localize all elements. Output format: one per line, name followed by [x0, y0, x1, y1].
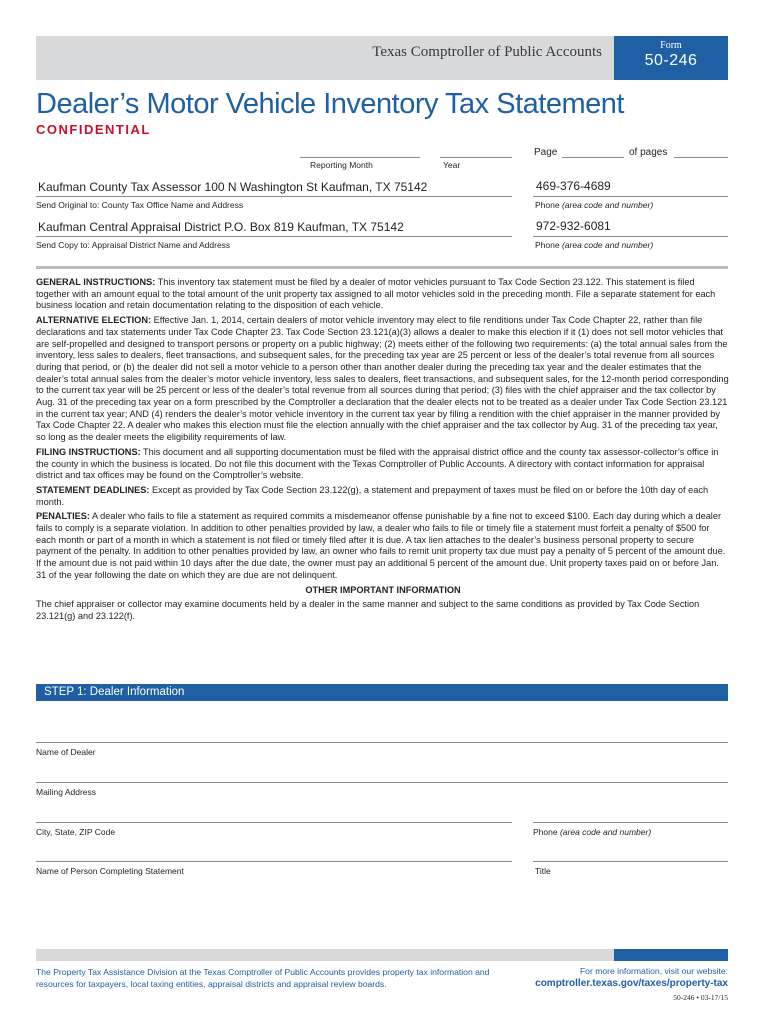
year-label: Year — [443, 160, 461, 170]
send-copy-line — [36, 236, 512, 237]
footer-website-link[interactable]: comptroller.texas.gov/taxes/property-tax — [535, 978, 728, 989]
footer-website-intro: For more information, visit our website: — [579, 966, 728, 976]
statement-deadlines: STATEMENT DEADLINES: Except as provided by Tax Code Section 23.122(g), a statement and prepayment of taxes must be filed on or before the 10th day of each month. — [36, 484, 709, 507]
title-field[interactable] — [533, 861, 728, 862]
general-instructions: GENERAL INSTRUCTIONS: This inventory tax statement must be filed by a dealer of motor vehicles pursuant to Tax Code Section 23.122. This statement is filed together with an amount equal to the total amount of the unit property tax assigned to all motor vehicles sold in the preceding month. File a separate statement for each business location and retain documentation relating to the disposition of each vehicle. — [36, 277, 716, 311]
send-original-phone-line — [533, 196, 728, 197]
reporting-month-label: Reporting Month — [310, 160, 373, 170]
agency-name: Texas Comptroller of Public Accounts — [372, 44, 602, 60]
send-original-value[interactable]: Kaufman County Tax Assessor 100 N Washington St Kaufman, TX 75142 — [38, 180, 428, 194]
page-field[interactable] — [562, 157, 624, 158]
send-copy-phone-line — [533, 236, 728, 237]
form-label: Form — [660, 40, 682, 51]
send-original-line — [36, 196, 512, 197]
send-copy-label: Send Copy to: Appraisal District Name and Address — [36, 240, 231, 250]
form-number-box — [614, 36, 728, 80]
footer-bar-accent — [614, 949, 728, 961]
form-number: 50-246 — [644, 52, 698, 69]
penalties: PENALTIES: A dealer who fails to file a statement as required commits a misdemeanor offense punishable by a fine not to exceed $100. Each day during which a dealer fails to comply is a separate violation. In addition to other penalties provided by law, a dealer who fails to file or timely file a statement must forfeit a penalty of $500 for each month or part of a month in which a statement is not filed or timely filed after it is due. A tax lien attaches to the dealer’s business personal property to secure payment of the penalty. In addition to other penalties provided by law, an owner who fails to remit unit property tax due must pay a penalty of 5 percent of the amount due. If the amount due is not paid within 10 days after the due date, the owner must pay an additional 5 percent of the amount due. Unit property taxes paid on or before Jan. 31 of the year following the date on which they are due are not delinquent. — [36, 511, 726, 580]
year-field[interactable] — [440, 157, 512, 158]
dealer-phone-label: Phone (area code and number) — [533, 827, 652, 837]
page-label: Page — [534, 147, 558, 158]
of-pages-label: of pages — [629, 147, 668, 158]
alternative-election: ALTERNATIVE ELECTION: Effective Jan. 1, 2014, certain dealers of motor vehicle inventory may elect to file renditions under Tax Code Chapter 22, rather than file declarations and tax statements under Tax Code Chapter 23. Tax Code Section 23.121(a)(3) allows a dealer to make this election if it (1) does not sell motor vehicles that are self-propelled and designed to transport persons or property on a public highway; (2) meets either of the following two requirements: (a) the total annual sales from the inventory, less sales to dealers, fleet transactions, and subsequent sales, for the preceding tax year are 25 percent or less of the dealer’s total revenue from all sources during that period, or (b) the dealer did not sell a motor vehicle to a person other than another dealer during the preceding tax year and the dealer estimates that the dealer’s total annual sales from the dealer’s motor vehicle inventory, less sales to dealers, fleet transactions, and subsequent sales, for the 12-month period corresponding to the current tax year will be 25 percent or less of the dealer’s total revenue from all sources during that period; (3) files with the chief appraiser and the tax collector by Aug. 31 of the preceding tax year on a form prescribed by the Comptroller a declaration that the dealer elects not to be treated as a dealer under Tax Code Section 23.121 in the current tax year; AND (4) renders the dealer’s motor vehicle inventory in the current tax year by filing a rendition with the chief appraiser in the manner provided by Tax Code Chapter 22. A dealer who makes this election must file the election annually with the chief appraiser and the tax collector by Aug. 31 of the preceding tax year, so long as the dealer meets the eligibility requirements of law. — [36, 315, 729, 443]
dealer-name-field[interactable] — [36, 742, 728, 743]
send-copy-phone-value[interactable]: 972-932-6081 — [536, 219, 611, 233]
reporting-month-field[interactable] — [300, 157, 420, 158]
of-pages-field[interactable] — [674, 157, 728, 158]
footer-description: The Property Tax Assistance Division at the Texas Comptroller of Public Accounts provides property tax information and resources for taxpayers, local taxing entities, appraisal districts and appraisal review boards. — [36, 967, 490, 989]
other-info-body: The chief appraiser or collector may examine documents held by a dealer in the same manner and subject to the same conditions as provided by Tax Code Section 23.121(g) and 23.122(f). — [36, 599, 700, 621]
page-title: Dealer’s Motor Vehicle Inventory Tax Statement — [36, 88, 624, 120]
city-state-zip-field[interactable] — [36, 822, 512, 823]
title-label: Title — [535, 866, 551, 876]
section-divider — [36, 266, 728, 269]
footer-bar — [36, 949, 614, 961]
send-copy-value[interactable]: Kaufman Central Appraisal District P.O. Box 819 Kaufman, TX 75142 — [38, 220, 404, 234]
step1-header: STEP 1: Dealer Information — [36, 684, 728, 701]
confidential-label: CONFIDENTIAL — [36, 122, 151, 137]
filing-instructions: FILING INSTRUCTIONS: This document and all supporting documentation must be filed with the appraisal district office and the county tax assessor-collector’s office in the county in which the business is located. Do not file this document with the Texas Comptroller of Public Accounts. A directory with contact information for appraisal district and tax offices may be found on the Comptroller’s website. — [36, 446, 719, 481]
mailing-address-label: Mailing Address — [36, 787, 97, 797]
other-info-heading: OTHER IMPORTANT INFORMATION — [305, 584, 461, 595]
send-original-phone-label: Phone (area code and number) — [535, 200, 654, 210]
footer-form-revision: 50-246 • 03-17/15 — [673, 993, 728, 1002]
send-original-phone-value[interactable]: 469-376-4689 — [536, 179, 611, 193]
person-name-label: Name of Person Completing Statement — [36, 866, 184, 876]
send-copy-phone-label: Phone (area code and number) — [535, 240, 654, 250]
dealer-phone-field[interactable] — [533, 822, 728, 823]
dealer-name-label: Name of Dealer — [36, 747, 96, 757]
send-original-label: Send Original to: County Tax Office Name and Address — [36, 200, 244, 210]
person-name-field[interactable] — [36, 861, 512, 862]
city-state-zip-label: City, State, ZIP Code — [36, 827, 116, 837]
mailing-address-field[interactable] — [36, 782, 728, 783]
instructions-block — [36, 277, 730, 626]
